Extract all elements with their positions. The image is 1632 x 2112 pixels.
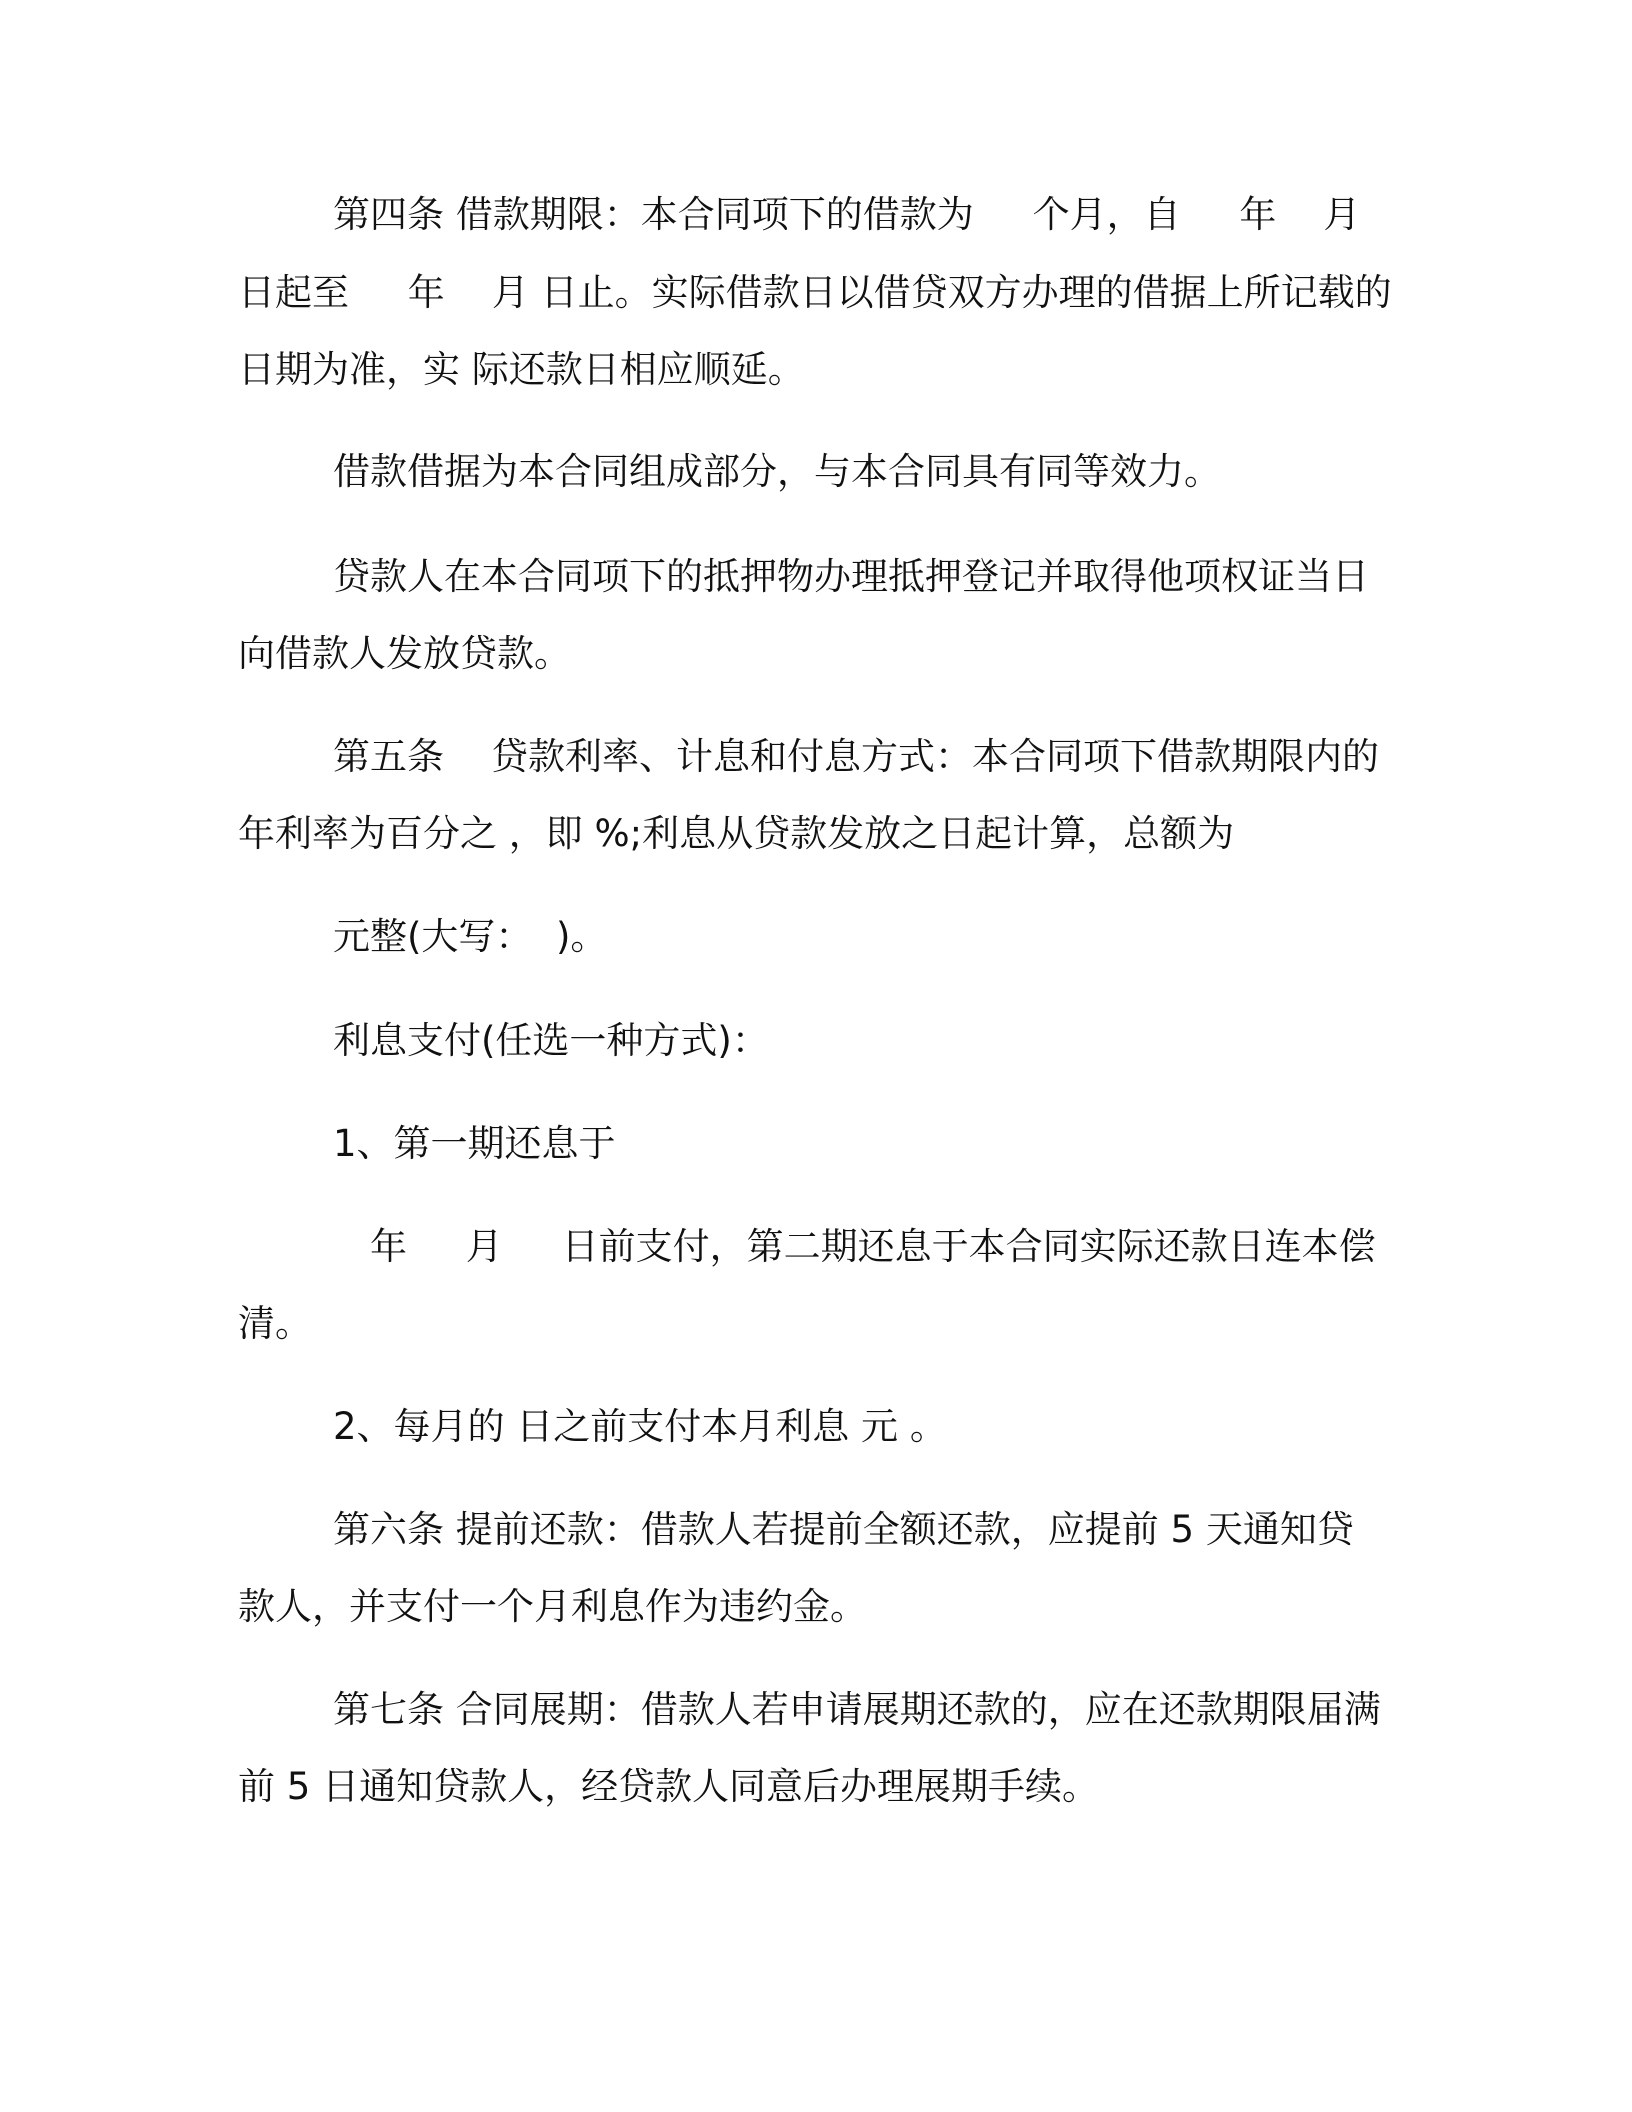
article-7-line-1: 第七条 合同展期：借款人若申请展期还款的，应在还款期限届满 <box>333 1688 1381 1731</box>
article-5-line-2: 年利率为百分之 ，即 %;利息从贷款发放之日起计算，总额为 <box>238 812 1235 855</box>
article-4-line-1: 第四条 借款期限：本合同项下的借款为 个月，自 年 月 <box>333 193 1361 236</box>
option-2-line: 2、每月的 日之前支付本月利息 元 。 <box>333 1405 947 1448</box>
total-amount-line: 元整(大写： )。 <box>333 915 608 958</box>
article-6-line-1: 第六条 提前还款：借款人若提前全额还款，应提前 5 天通知贷 <box>333 1508 1354 1551</box>
article-5-line-1: 第五条 贷款利率、计息和付息方式：本合同项下借款期限内的 <box>333 735 1380 778</box>
mortgage-paragraph-line-1: 贷款人在本合同项下的抵押物办理抵押登记并取得他项权证当日 <box>333 555 1369 598</box>
option-1-line-1: 1、第一期还息于 <box>333 1122 616 1165</box>
article-4-line-3: 日期为准，实 际还款日相应顺延。 <box>238 348 805 391</box>
article-6-line-2: 款人，并支付一个月利息作为违约金。 <box>238 1585 867 1628</box>
loan-receipt-paragraph: 借款借据为本合同组成部分，与本合同具有同等效力。 <box>333 450 1221 493</box>
interest-payment-heading: 利息支付(任选一种方式)： <box>333 1019 769 1062</box>
article-7-line-2: 前 5 日通知贷款人，经贷款人同意后办理展期手续。 <box>238 1765 1100 1808</box>
option-1-line-3: 清。 <box>238 1302 312 1345</box>
article-4-line-2: 日起至 年 月 日止。实际借款日以借贷双方办理的借据上所记载的 <box>238 271 1392 314</box>
option-1-line-2: 年 月 日前支付，第二期还息于本合同实际还款日连本偿 <box>370 1225 1376 1268</box>
mortgage-paragraph-line-2: 向借款人发放贷款。 <box>238 632 571 675</box>
